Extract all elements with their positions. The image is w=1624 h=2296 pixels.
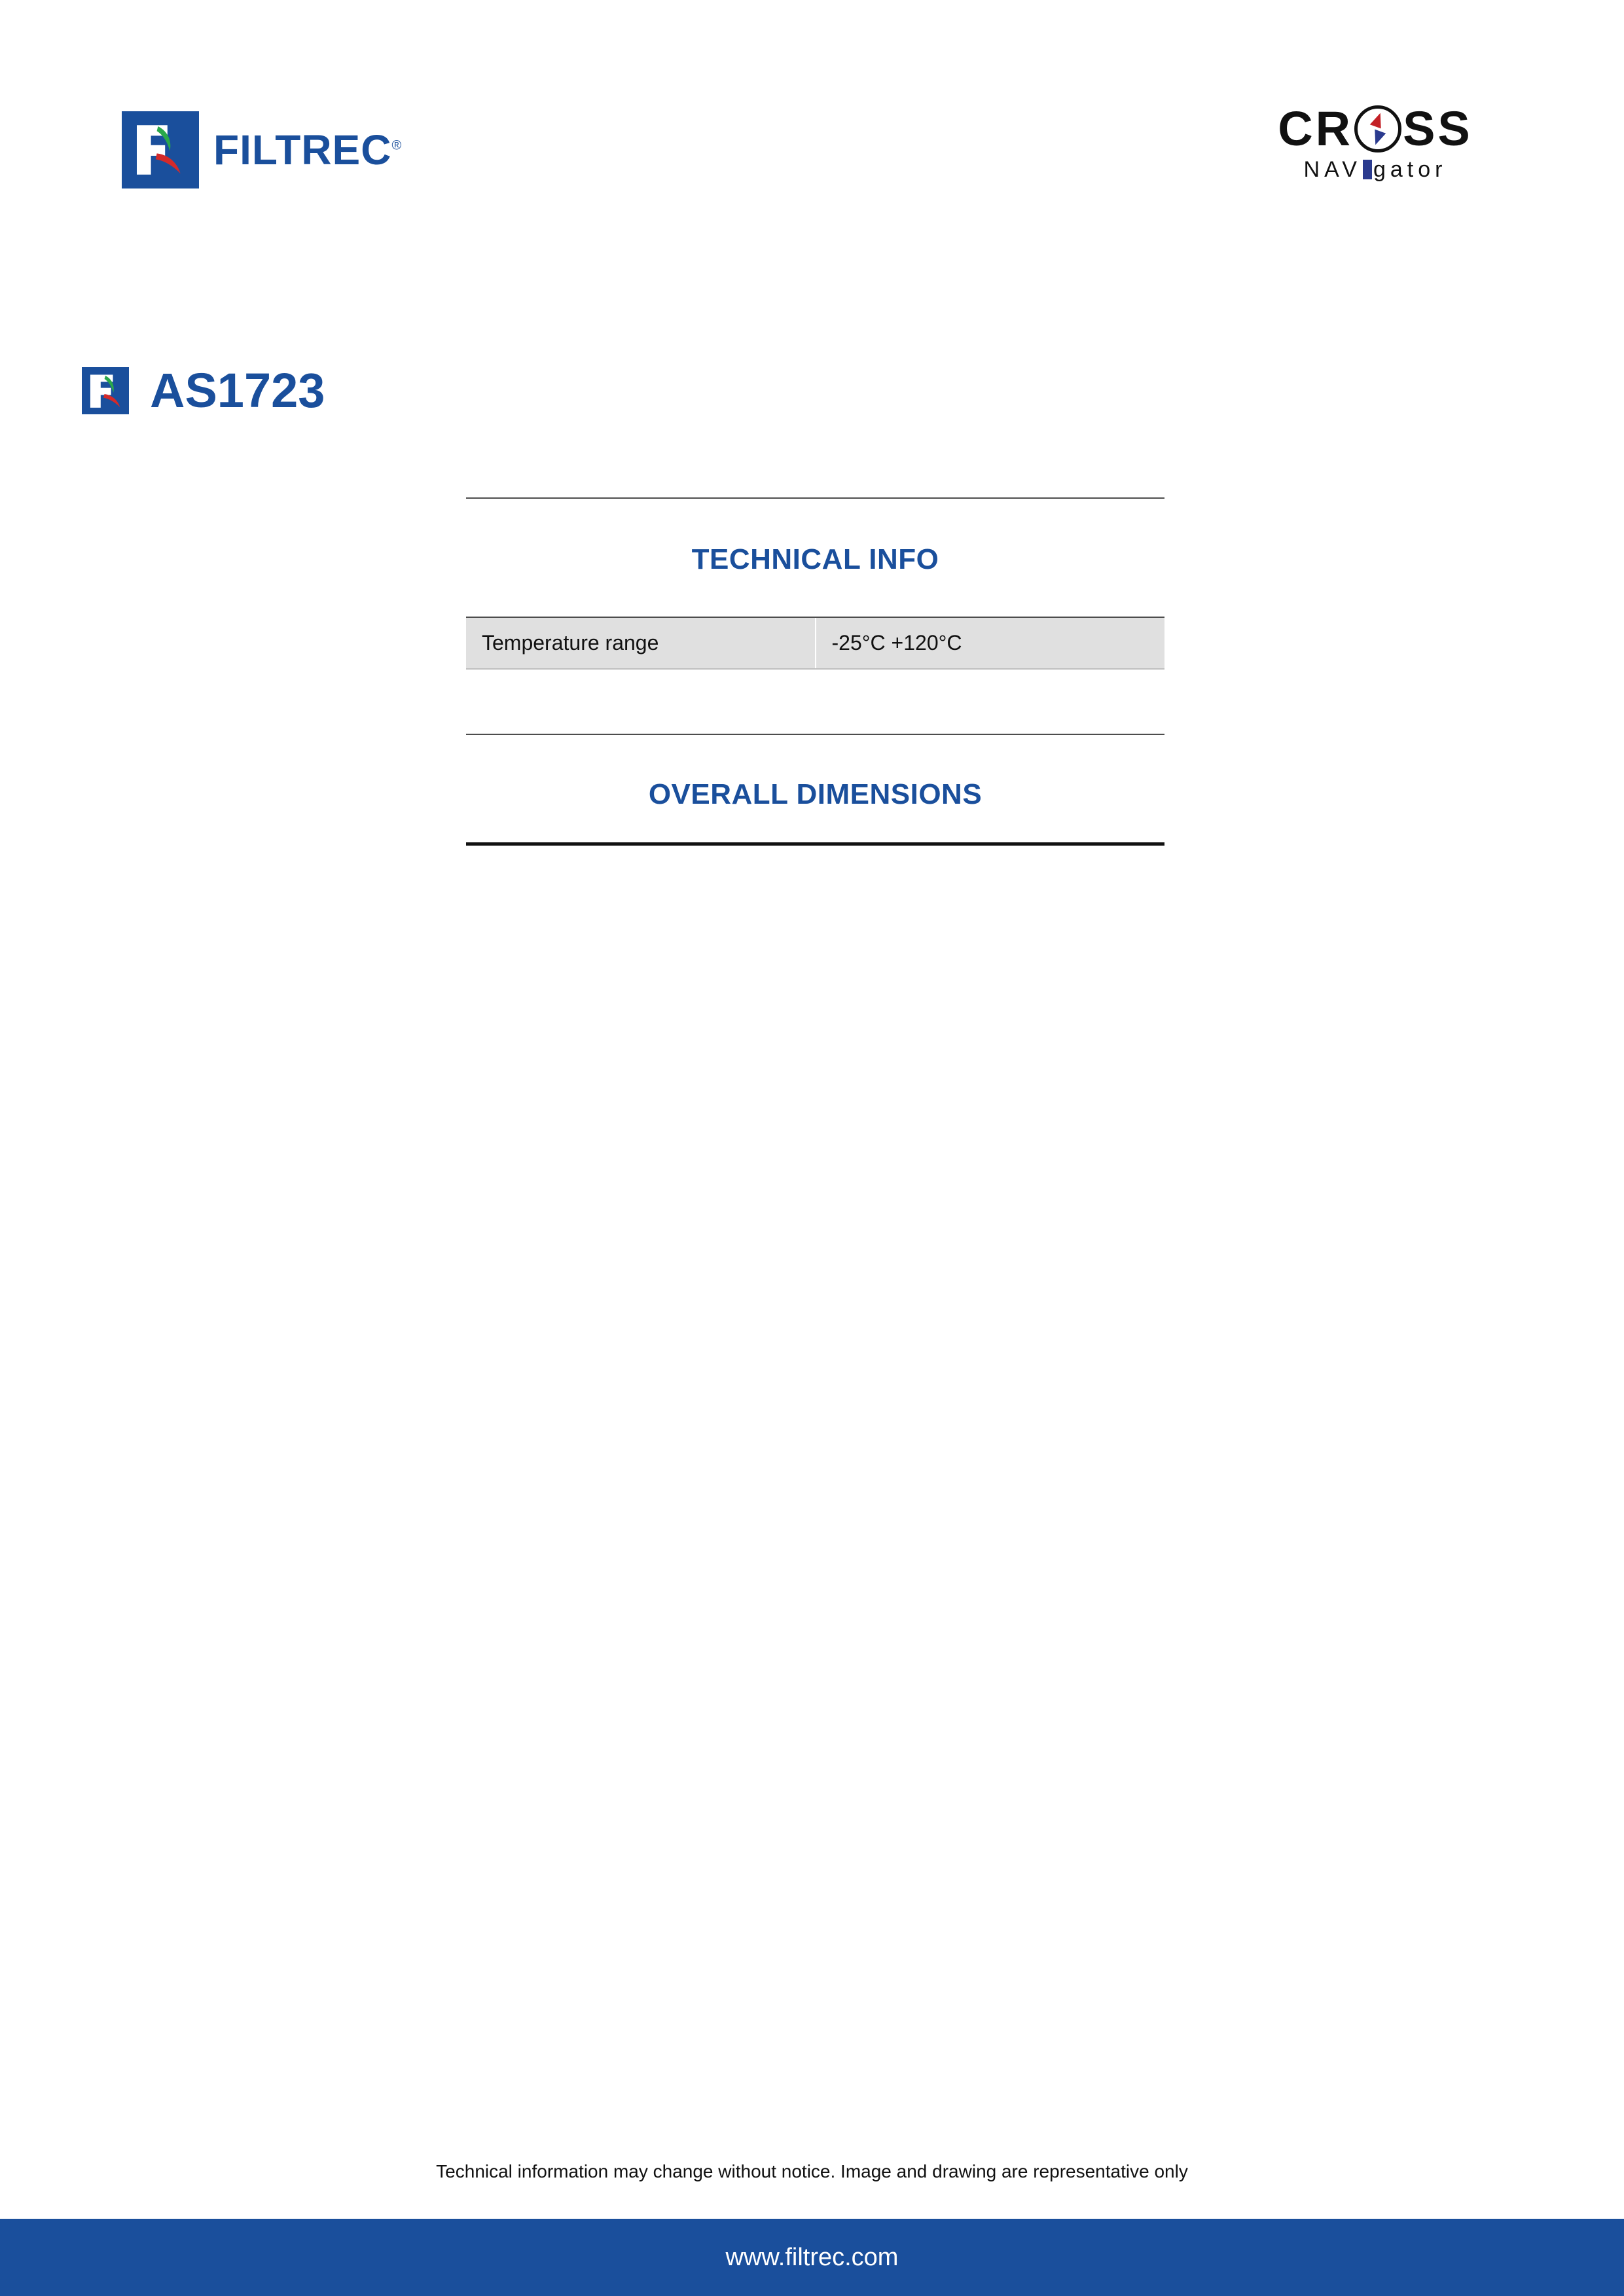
navigator-text-right: gator — [1373, 157, 1447, 182]
technical-info-heading: TECHNICAL INFO — [691, 543, 939, 575]
spec-value: -25°C +120°C — [816, 617, 1165, 669]
filtrec-brand-text: FILTREC — [213, 126, 392, 173]
filtrec-wordmark — [213, 126, 403, 173]
page-title — [82, 363, 325, 418]
website-link[interactable]: www.filtrec.com — [725, 2243, 899, 2271]
filtrec-logo-mark-icon — [122, 111, 199, 188]
compass-needle-red — [1370, 111, 1386, 129]
overall-dimensions-heading: OVERALL DIMENSIONS — [648, 778, 983, 810]
footer-bar — [0, 2219, 1624, 2296]
compass-needle-blue — [1370, 130, 1386, 147]
page-header — [0, 101, 1624, 229]
filtrec-logo-mark-icon — [82, 367, 129, 414]
compass-icon — [1354, 105, 1401, 152]
registered-mark: ® — [391, 138, 403, 153]
divider-top — [466, 497, 1164, 499]
cross-navigator-logo — [1238, 101, 1513, 183]
divider-middle — [466, 734, 1164, 735]
table-row — [466, 617, 1164, 669]
cross-wordmark-top — [1238, 101, 1513, 156]
cross-text-right: SS — [1403, 101, 1473, 156]
main-content — [466, 497, 1164, 846]
navigator-i-bar-icon — [1363, 160, 1372, 179]
navigator-text-left: NAV — [1303, 157, 1362, 182]
cross-text-left: CR — [1278, 101, 1354, 156]
filtrec-logo — [122, 111, 402, 188]
spec-label: Temperature range — [466, 617, 816, 669]
navigator-wordmark-bottom — [1238, 157, 1513, 183]
spacer — [466, 670, 1164, 734]
product-code: AS1723 — [150, 363, 325, 418]
technical-info-table — [466, 617, 1164, 670]
divider-bottom — [466, 842, 1164, 846]
disclaimer-text: Technical information may change without notice. Image and drawing are representative only — [436, 2161, 1188, 2181]
